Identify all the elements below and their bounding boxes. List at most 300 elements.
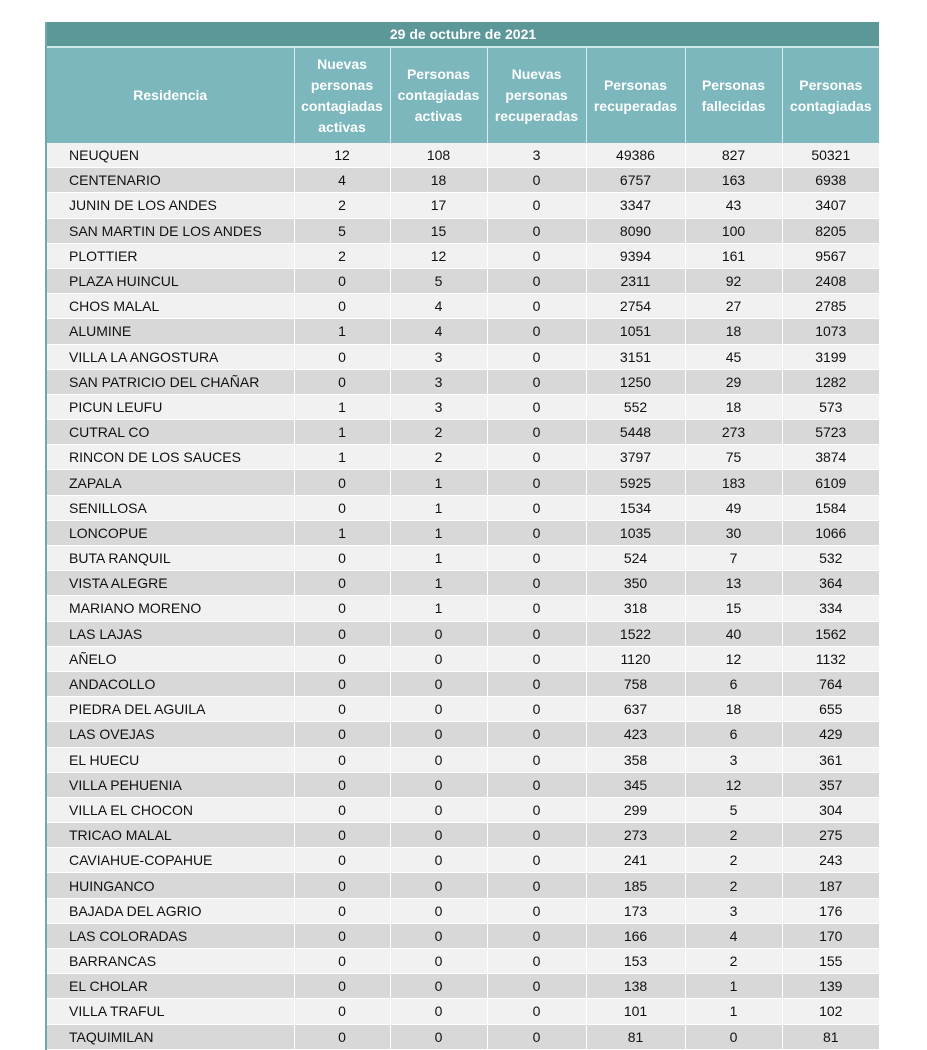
cell-residencia: SENILLOSA: [47, 495, 294, 520]
cell-fallecidas: 18: [685, 319, 782, 344]
table-row: [47, 319, 879, 344]
cell-nuevas-recuperadas: 0: [487, 268, 586, 293]
cell-nuevas-contagiadas-activas: 0: [294, 722, 390, 747]
cell-nuevas-recuperadas: 0: [487, 420, 586, 445]
cell-residencia: PLOTTIER: [47, 243, 294, 268]
cell-recuperadas: 552: [586, 394, 685, 419]
table-row: [47, 344, 879, 369]
cell-nuevas-contagiadas-activas: 0: [294, 873, 390, 898]
cell-fallecidas: 7: [685, 546, 782, 571]
cell-contagiadas-activas: 17: [390, 193, 487, 218]
cell-fallecidas: 12: [685, 772, 782, 797]
cell-nuevas-contagiadas-activas: 0: [294, 848, 390, 873]
cell-contagiadas: 8205: [782, 218, 879, 243]
table-row: [47, 546, 879, 571]
table-body: [47, 143, 879, 1049]
data-table: [47, 22, 879, 1050]
cell-fallecidas: 18: [685, 697, 782, 722]
cell-contagiadas: 655: [782, 697, 879, 722]
cell-recuperadas: 6757: [586, 168, 685, 193]
cell-nuevas-contagiadas-activas: 0: [294, 268, 390, 293]
cell-nuevas-recuperadas: 0: [487, 974, 586, 999]
cell-recuperadas: 3347: [586, 193, 685, 218]
cell-nuevas-recuperadas: 3: [487, 143, 586, 168]
cell-nuevas-recuperadas: 0: [487, 571, 586, 596]
table-row: [47, 923, 879, 948]
cell-recuperadas: 2311: [586, 268, 685, 293]
cell-contagiadas-activas: 0: [390, 848, 487, 873]
cell-recuperadas: 101: [586, 999, 685, 1024]
table-row: [47, 823, 879, 848]
cell-nuevas-contagiadas-activas: 0: [294, 671, 390, 696]
cell-recuperadas: 345: [586, 772, 685, 797]
cell-nuevas-contagiadas-activas: 2: [294, 193, 390, 218]
cell-residencia: TRICAO MALAL: [47, 823, 294, 848]
cell-residencia: LAS LAJAS: [47, 621, 294, 646]
cell-contagiadas: 81: [782, 1024, 879, 1049]
cell-residencia: EL HUECU: [47, 747, 294, 772]
table-row: [47, 495, 879, 520]
cell-residencia: PIEDRA DEL AGUILA: [47, 697, 294, 722]
cell-nuevas-recuperadas: 0: [487, 747, 586, 772]
cell-nuevas-contagiadas-activas: 1: [294, 394, 390, 419]
cell-residencia: RINCON DE LOS SAUCES: [47, 445, 294, 470]
cell-contagiadas: 2785: [782, 294, 879, 319]
cell-contagiadas-activas: 0: [390, 949, 487, 974]
cell-recuperadas: 1534: [586, 495, 685, 520]
cell-recuperadas: 138: [586, 974, 685, 999]
cell-nuevas-recuperadas: 0: [487, 218, 586, 243]
cell-contagiadas-activas: 2: [390, 420, 487, 445]
cell-residencia: BARRANCAS: [47, 949, 294, 974]
cell-nuevas-contagiadas-activas: 5: [294, 218, 390, 243]
header-nuevas-recuperadas: Nuevas personas recuperadas: [487, 47, 586, 143]
cell-contagiadas-activas: 108: [390, 143, 487, 168]
cell-recuperadas: 524: [586, 546, 685, 571]
cell-contagiadas: 357: [782, 772, 879, 797]
cell-nuevas-contagiadas-activas: 0: [294, 571, 390, 596]
cell-fallecidas: 40: [685, 621, 782, 646]
cell-fallecidas: 6: [685, 671, 782, 696]
cell-contagiadas: 1073: [782, 319, 879, 344]
cell-contagiadas-activas: 1: [390, 596, 487, 621]
cell-contagiadas-activas: 0: [390, 898, 487, 923]
cell-contagiadas: 102: [782, 999, 879, 1024]
cell-contagiadas: 429: [782, 722, 879, 747]
cell-nuevas-recuperadas: 0: [487, 193, 586, 218]
cell-nuevas-contagiadas-activas: 0: [294, 697, 390, 722]
cell-recuperadas: 166: [586, 923, 685, 948]
cell-nuevas-contagiadas-activas: 0: [294, 823, 390, 848]
cell-fallecidas: 3: [685, 898, 782, 923]
cell-nuevas-recuperadas: 0: [487, 722, 586, 747]
cell-contagiadas-activas: 5: [390, 268, 487, 293]
cell-residencia: CHOS MALAL: [47, 294, 294, 319]
cell-contagiadas: 3199: [782, 344, 879, 369]
table-row: [47, 646, 879, 671]
cell-fallecidas: 0: [685, 1024, 782, 1049]
cell-contagiadas: 139: [782, 974, 879, 999]
cell-nuevas-recuperadas: 0: [487, 848, 586, 873]
cell-recuperadas: 1120: [586, 646, 685, 671]
cell-nuevas-recuperadas: 0: [487, 621, 586, 646]
cell-contagiadas-activas: 0: [390, 797, 487, 822]
header-row: [47, 47, 879, 143]
table-row: [47, 999, 879, 1024]
cell-residencia: VISTA ALEGRE: [47, 571, 294, 596]
cell-nuevas-contagiadas-activas: 0: [294, 470, 390, 495]
cell-contagiadas-activas: 0: [390, 621, 487, 646]
cell-contagiadas-activas: 0: [390, 671, 487, 696]
cell-nuevas-recuperadas: 0: [487, 294, 586, 319]
cell-nuevas-recuperadas: 0: [487, 369, 586, 394]
cell-nuevas-contagiadas-activas: 0: [294, 747, 390, 772]
cell-nuevas-recuperadas: 0: [487, 1024, 586, 1049]
cell-contagiadas: 2408: [782, 268, 879, 293]
cell-residencia: PLAZA HUINCUL: [47, 268, 294, 293]
cell-contagiadas: 361: [782, 747, 879, 772]
cell-nuevas-recuperadas: 0: [487, 495, 586, 520]
cell-residencia: ALUMINE: [47, 319, 294, 344]
cell-nuevas-contagiadas-activas: 0: [294, 546, 390, 571]
cell-fallecidas: 3: [685, 747, 782, 772]
cell-nuevas-contagiadas-activas: 4: [294, 168, 390, 193]
table-row: [47, 898, 879, 923]
cell-nuevas-recuperadas: 0: [487, 697, 586, 722]
cell-residencia: MARIANO MORENO: [47, 596, 294, 621]
cell-fallecidas: 1: [685, 999, 782, 1024]
cell-fallecidas: 2: [685, 949, 782, 974]
cell-contagiadas: 573: [782, 394, 879, 419]
cell-contagiadas-activas: 3: [390, 344, 487, 369]
cell-contagiadas-activas: 0: [390, 747, 487, 772]
cell-nuevas-recuperadas: 0: [487, 470, 586, 495]
cell-residencia: JUNIN DE LOS ANDES: [47, 193, 294, 218]
table-row: [47, 470, 879, 495]
cell-recuperadas: 358: [586, 747, 685, 772]
cell-contagiadas-activas: 3: [390, 369, 487, 394]
cell-nuevas-contagiadas-activas: 0: [294, 1024, 390, 1049]
table-row: [47, 671, 879, 696]
cell-nuevas-contagiadas-activas: 0: [294, 949, 390, 974]
cell-fallecidas: 92: [685, 268, 782, 293]
cell-contagiadas: 764: [782, 671, 879, 696]
cell-nuevas-recuperadas: 0: [487, 520, 586, 545]
cell-contagiadas: 6938: [782, 168, 879, 193]
cell-fallecidas: 27: [685, 294, 782, 319]
cell-nuevas-contagiadas-activas: 0: [294, 646, 390, 671]
cell-residencia: BAJADA DEL AGRIO: [47, 898, 294, 923]
cell-fallecidas: 2: [685, 873, 782, 898]
cell-contagiadas-activas: 12: [390, 243, 487, 268]
cell-recuperadas: 758: [586, 671, 685, 696]
cell-nuevas-contagiadas-activas: 0: [294, 923, 390, 948]
cell-fallecidas: 45: [685, 344, 782, 369]
cell-nuevas-recuperadas: 0: [487, 596, 586, 621]
cell-nuevas-contagiadas-activas: 0: [294, 797, 390, 822]
cell-nuevas-recuperadas: 0: [487, 546, 586, 571]
table-row: [47, 974, 879, 999]
cell-recuperadas: 1522: [586, 621, 685, 646]
cell-nuevas-recuperadas: 0: [487, 243, 586, 268]
cell-recuperadas: 2754: [586, 294, 685, 319]
header-recuperadas: Personas recuperadas: [586, 47, 685, 143]
cell-contagiadas: 243: [782, 848, 879, 873]
cell-contagiadas: 532: [782, 546, 879, 571]
cell-contagiadas-activas: 1: [390, 520, 487, 545]
cell-nuevas-contagiadas-activas: 1: [294, 520, 390, 545]
cell-residencia: VILLA LA ANGOSTURA: [47, 344, 294, 369]
cell-fallecidas: 2: [685, 848, 782, 873]
cell-residencia: ZAPALA: [47, 470, 294, 495]
cell-contagiadas-activas: 1: [390, 470, 487, 495]
cell-recuperadas: 81: [586, 1024, 685, 1049]
table-row: [47, 747, 879, 772]
table-row: [47, 420, 879, 445]
cell-residencia: LONCOPUE: [47, 520, 294, 545]
cell-recuperadas: 5925: [586, 470, 685, 495]
cell-fallecidas: 49: [685, 495, 782, 520]
cell-recuperadas: 3797: [586, 445, 685, 470]
table-row: [47, 168, 879, 193]
cell-residencia: LAS OVEJAS: [47, 722, 294, 747]
table-row: [47, 596, 879, 621]
cell-residencia: CUTRAL CO: [47, 420, 294, 445]
cell-residencia: TAQUIMILAN: [47, 1024, 294, 1049]
cell-fallecidas: 4: [685, 923, 782, 948]
cell-nuevas-recuperadas: 0: [487, 923, 586, 948]
cell-contagiadas-activas: 2: [390, 445, 487, 470]
table-row: [47, 520, 879, 545]
cell-recuperadas: 49386: [586, 143, 685, 168]
cell-contagiadas: 155: [782, 949, 879, 974]
cell-contagiadas-activas: 0: [390, 646, 487, 671]
cell-recuperadas: 350: [586, 571, 685, 596]
cell-nuevas-recuperadas: 0: [487, 898, 586, 923]
cell-recuperadas: 299: [586, 797, 685, 822]
cell-fallecidas: 161: [685, 243, 782, 268]
table-row: [47, 873, 879, 898]
cell-contagiadas: 6109: [782, 470, 879, 495]
table-row: [47, 143, 879, 168]
cell-contagiadas: 1066: [782, 520, 879, 545]
cell-contagiadas-activas: 1: [390, 546, 487, 571]
table-row: [47, 1024, 879, 1049]
cell-recuperadas: 9394: [586, 243, 685, 268]
table-row: [47, 394, 879, 419]
cell-nuevas-contagiadas-activas: 0: [294, 621, 390, 646]
cell-fallecidas: 18: [685, 394, 782, 419]
cell-fallecidas: 1: [685, 974, 782, 999]
cell-residencia: BUTA RANQUIL: [47, 546, 294, 571]
cell-contagiadas: 304: [782, 797, 879, 822]
cell-contagiadas: 5723: [782, 420, 879, 445]
cell-nuevas-contagiadas-activas: 0: [294, 898, 390, 923]
cell-fallecidas: 12: [685, 646, 782, 671]
cell-contagiadas: 9567: [782, 243, 879, 268]
cell-contagiadas-activas: 1: [390, 571, 487, 596]
cell-contagiadas-activas: 0: [390, 697, 487, 722]
cell-contagiadas-activas: 0: [390, 722, 487, 747]
table-title: 29 de octubre de 2021: [47, 22, 879, 47]
cell-residencia: CAVIAHUE-COPAHUE: [47, 848, 294, 873]
cell-recuperadas: 8090: [586, 218, 685, 243]
cell-residencia: NEUQUEN: [47, 143, 294, 168]
cell-contagiadas: 1132: [782, 646, 879, 671]
cell-contagiadas: 3407: [782, 193, 879, 218]
table-row: [47, 722, 879, 747]
cell-residencia: SAN PATRICIO DEL CHAÑAR: [47, 369, 294, 394]
cell-nuevas-contagiadas-activas: 2: [294, 243, 390, 268]
cell-fallecidas: 5: [685, 797, 782, 822]
table-title-row: [47, 22, 879, 47]
cell-nuevas-contagiadas-activas: 1: [294, 420, 390, 445]
cell-residencia: VILLA PEHUENIA: [47, 772, 294, 797]
cell-nuevas-recuperadas: 0: [487, 319, 586, 344]
cell-contagiadas-activas: 0: [390, 974, 487, 999]
cell-residencia: EL CHOLAR: [47, 974, 294, 999]
cell-recuperadas: 1250: [586, 369, 685, 394]
cell-recuperadas: 153: [586, 949, 685, 974]
cell-nuevas-recuperadas: 0: [487, 873, 586, 898]
cell-nuevas-contagiadas-activas: 0: [294, 369, 390, 394]
cell-contagiadas-activas: 18: [390, 168, 487, 193]
cell-fallecidas: 100: [685, 218, 782, 243]
cell-recuperadas: 1051: [586, 319, 685, 344]
cell-contagiadas-activas: 1: [390, 495, 487, 520]
table-row: [47, 268, 879, 293]
cell-nuevas-contagiadas-activas: 0: [294, 772, 390, 797]
table-row: [47, 193, 879, 218]
table-row: [47, 848, 879, 873]
cell-contagiadas-activas: 4: [390, 319, 487, 344]
cell-residencia: VILLA TRAFUL: [47, 999, 294, 1024]
cell-fallecidas: 29: [685, 369, 782, 394]
cell-contagiadas-activas: 0: [390, 1024, 487, 1049]
cell-nuevas-recuperadas: 0: [487, 772, 586, 797]
cell-contagiadas-activas: 0: [390, 923, 487, 948]
cell-recuperadas: 173: [586, 898, 685, 923]
cell-nuevas-contagiadas-activas: 1: [294, 445, 390, 470]
cell-recuperadas: 241: [586, 848, 685, 873]
cell-residencia: AÑELO: [47, 646, 294, 671]
cell-contagiadas-activas: 0: [390, 873, 487, 898]
table-row: [47, 772, 879, 797]
cell-nuevas-recuperadas: 0: [487, 344, 586, 369]
cell-nuevas-contagiadas-activas: 0: [294, 974, 390, 999]
cell-residencia: CENTENARIO: [47, 168, 294, 193]
cell-recuperadas: 185: [586, 873, 685, 898]
cell-contagiadas: 1562: [782, 621, 879, 646]
table-row: [47, 949, 879, 974]
cell-recuperadas: 1035: [586, 520, 685, 545]
cell-fallecidas: 13: [685, 571, 782, 596]
table-row: [47, 445, 879, 470]
cell-nuevas-contagiadas-activas: 0: [294, 495, 390, 520]
covid-residence-table: [45, 22, 877, 1050]
cell-nuevas-recuperadas: 0: [487, 999, 586, 1024]
cell-nuevas-recuperadas: 0: [487, 797, 586, 822]
table-row: [47, 697, 879, 722]
cell-fallecidas: 827: [685, 143, 782, 168]
cell-nuevas-contagiadas-activas: 0: [294, 596, 390, 621]
cell-nuevas-recuperadas: 0: [487, 823, 586, 848]
cell-nuevas-contagiadas-activas: 0: [294, 344, 390, 369]
cell-recuperadas: 5448: [586, 420, 685, 445]
cell-contagiadas: 334: [782, 596, 879, 621]
cell-nuevas-contagiadas-activas: 0: [294, 999, 390, 1024]
cell-contagiadas: 364: [782, 571, 879, 596]
cell-contagiadas-activas: 0: [390, 999, 487, 1024]
header-contagiadas: Personas contagiadas: [782, 47, 879, 143]
cell-fallecidas: 30: [685, 520, 782, 545]
cell-contagiadas: 1584: [782, 495, 879, 520]
cell-fallecidas: 43: [685, 193, 782, 218]
header-contagiadas-activas: Personas contagiadas activas: [390, 47, 487, 143]
cell-contagiadas-activas: 4: [390, 294, 487, 319]
cell-contagiadas: 170: [782, 923, 879, 948]
cell-nuevas-recuperadas: 0: [487, 949, 586, 974]
cell-nuevas-recuperadas: 0: [487, 646, 586, 671]
cell-recuperadas: 3151: [586, 344, 685, 369]
cell-fallecidas: 183: [685, 470, 782, 495]
table-row: [47, 621, 879, 646]
cell-residencia: LAS COLORADAS: [47, 923, 294, 948]
cell-recuperadas: 637: [586, 697, 685, 722]
cell-fallecidas: 273: [685, 420, 782, 445]
table-row: [47, 294, 879, 319]
cell-nuevas-contagiadas-activas: 0: [294, 294, 390, 319]
cell-residencia: VILLA EL CHOCON: [47, 797, 294, 822]
cell-nuevas-contagiadas-activas: 12: [294, 143, 390, 168]
cell-contagiadas-activas: 3: [390, 394, 487, 419]
cell-nuevas-recuperadas: 0: [487, 671, 586, 696]
cell-nuevas-recuperadas: 0: [487, 168, 586, 193]
cell-fallecidas: 2: [685, 823, 782, 848]
cell-contagiadas: 1282: [782, 369, 879, 394]
cell-contagiadas: 176: [782, 898, 879, 923]
cell-fallecidas: 75: [685, 445, 782, 470]
cell-contagiadas: 187: [782, 873, 879, 898]
cell-residencia: PICUN LEUFU: [47, 394, 294, 419]
cell-recuperadas: 423: [586, 722, 685, 747]
cell-fallecidas: 6: [685, 722, 782, 747]
cell-contagiadas: 3874: [782, 445, 879, 470]
cell-nuevas-recuperadas: 0: [487, 445, 586, 470]
cell-recuperadas: 273: [586, 823, 685, 848]
table-row: [47, 218, 879, 243]
cell-contagiadas: 50321: [782, 143, 879, 168]
table-row: [47, 571, 879, 596]
cell-recuperadas: 318: [586, 596, 685, 621]
cell-nuevas-recuperadas: 0: [487, 394, 586, 419]
table-row: [47, 797, 879, 822]
cell-fallecidas: 163: [685, 168, 782, 193]
header-fallecidas: Personas fallecidas: [685, 47, 782, 143]
cell-contagiadas-activas: 0: [390, 772, 487, 797]
cell-contagiadas-activas: 15: [390, 218, 487, 243]
cell-residencia: HUINGANCO: [47, 873, 294, 898]
header-residencia: Residencia: [47, 47, 294, 143]
cell-contagiadas: 275: [782, 823, 879, 848]
cell-nuevas-contagiadas-activas: 1: [294, 319, 390, 344]
cell-contagiadas-activas: 0: [390, 823, 487, 848]
cell-fallecidas: 15: [685, 596, 782, 621]
cell-residencia: ANDACOLLO: [47, 671, 294, 696]
table-row: [47, 369, 879, 394]
header-nuevas-contagiadas-activas: Nuevas personas contagiadas activas: [294, 47, 390, 143]
table-row: [47, 243, 879, 268]
